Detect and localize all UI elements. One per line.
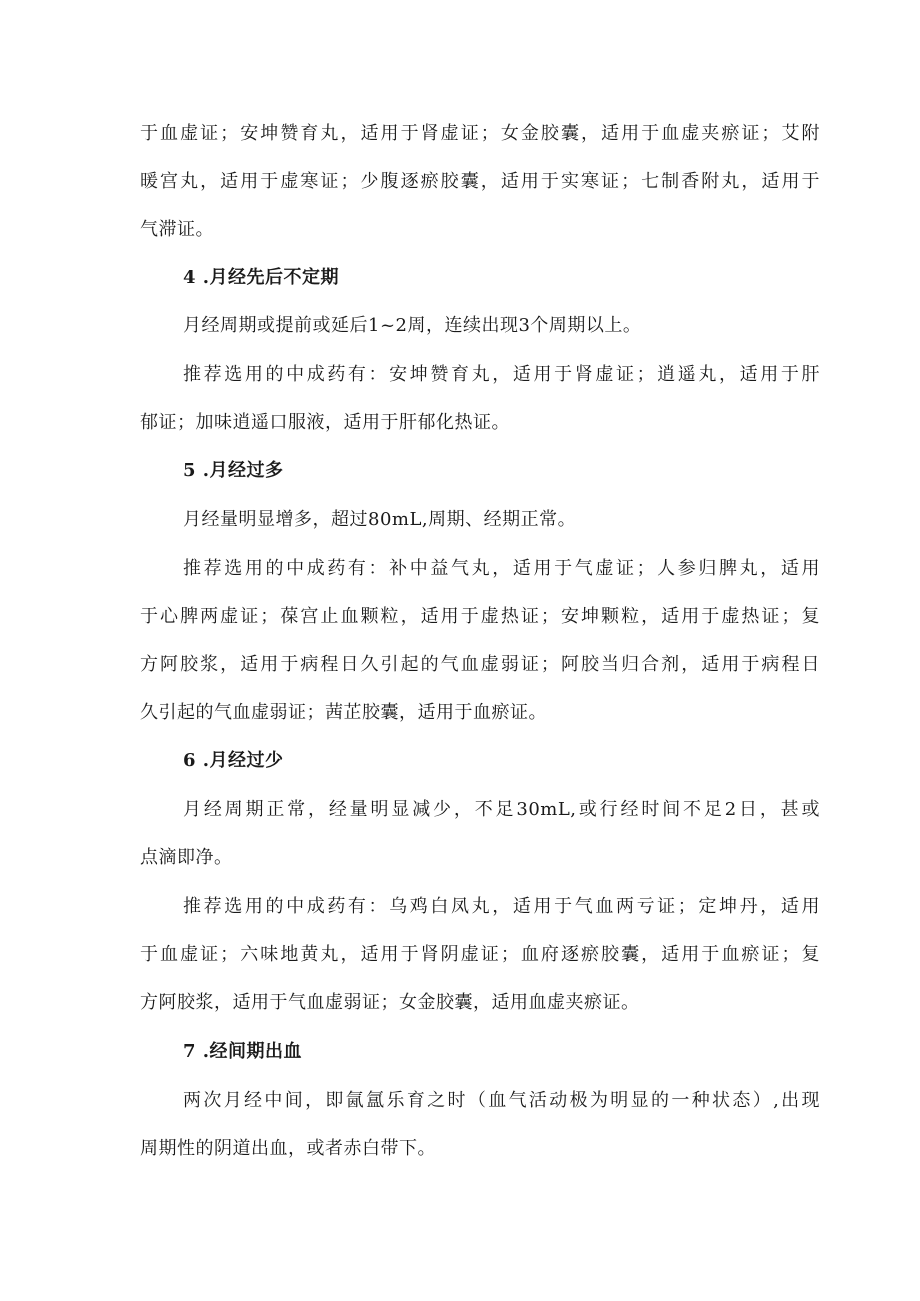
section6-recommendation-line: 于血虚证；六味地黄丸，适用于肾阴虚证；血府逐瘀胶囊，适用于血瘀证；复 [140, 944, 820, 965]
section7-definition-line: 周期性的阴道出血，或者赤白带下。 [140, 1138, 436, 1159]
section5-definition: 月经量明显增多，超过80mL,周期、经期正常。 [183, 509, 577, 530]
section-heading-4: 4 .月经先后不定期 [183, 267, 340, 288]
section4-recommendation-line: 郁证；加味逍遥口服液，适用于肝郁化热证。 [140, 412, 510, 433]
paragraph-line: 于血虚证；安坤赞育丸，适用于肾虚证；女金胶囊，适用于血虚夹瘀证；艾附 [140, 123, 820, 144]
section6-definition-line: 月经周期正常，经量明显减少，不足30mL,或行经时间不足2日，甚或 [183, 799, 820, 820]
section7-definition-line: 两次月经中间，即氤氲乐育之时（血气活动极为明显的一种状态）,出现 [183, 1090, 820, 1111]
section6-definition-line: 点滴即净。 [140, 847, 233, 868]
section6-recommendation-line: 方阿胶浆，适用于气血虚弱证；女金胶囊，适用血虚夹瘀证。 [140, 992, 640, 1013]
section6-recommendation-line: 推荐选用的中成药有：乌鸡白凤丸，适用于气血两亏证；定坤丹，适用 [183, 896, 820, 917]
section-heading-6: 6 .月经过少 [183, 750, 284, 771]
paragraph-line: 气滞证。 [140, 219, 214, 240]
paragraph-line: 暖宫丸，适用于虚寒证；少腹逐瘀胶囊，适用于实寒证；七制香附丸，适用于 [140, 171, 820, 192]
section4-definition: 月经周期或提前或延后1~2周，连续出现3个周期以上。 [183, 315, 642, 336]
section4-recommendation-line: 推荐选用的中成药有：安坤赞育丸，适用于肾虚证；逍遥丸，适用于肝 [183, 364, 820, 385]
section-heading-7: 7 .经间期出血 [183, 1041, 303, 1062]
section-heading-5: 5 .月经过多 [183, 460, 284, 481]
section5-recommendation-line: 于心脾两虚证；葆宫止血颗粒，适用于虚热证；安坤颗粒，适用于虚热证；复 [140, 606, 820, 627]
section5-recommendation-line: 方阿胶浆，适用于病程日久引起的气血虚弱证；阿胶当归合剂，适用于病程日 [140, 654, 820, 675]
section5-recommendation-line: 推荐选用的中成药有：补中益气丸，适用于气虚证；人参归脾丸，适用 [183, 558, 820, 579]
section5-recommendation-line: 久引起的气血虚弱证；茜芷胶囊，适用于血瘀证。 [140, 702, 547, 723]
